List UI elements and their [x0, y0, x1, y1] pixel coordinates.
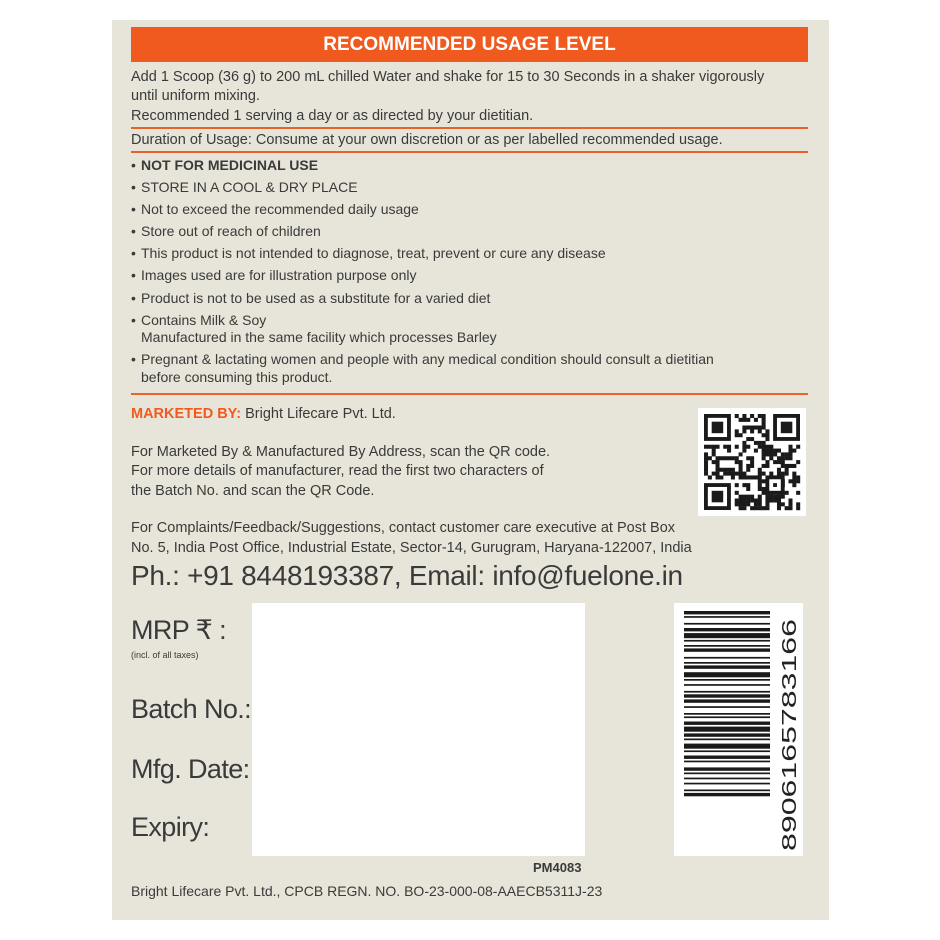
list-item	[131, 201, 811, 219]
bullet-text: Manufactured in the same facility which processes Barley	[141, 329, 497, 346]
bullet-text: Store out of reach of children	[141, 223, 321, 240]
bullet-icon: •	[131, 201, 136, 218]
address-note-2: For more details of manufacturer, read the first two characters of	[131, 463, 544, 479]
bullet-text: STORE IN A COOL & DRY PLACE	[141, 179, 358, 196]
divider	[131, 127, 808, 129]
address-note-3: the Batch No. and scan the QR Code.	[131, 483, 375, 499]
bullet-icon: •	[131, 157, 136, 173]
list-item	[131, 157, 811, 175]
pm-code: PM4083	[533, 860, 582, 875]
bullet-icon: •	[131, 223, 136, 240]
qr-code-image	[698, 408, 806, 516]
bullet-icon: •	[131, 289, 136, 306]
bullet-text: Product is not to be used as a substitute for a varied diet	[141, 289, 491, 306]
list-item	[131, 312, 811, 347]
qr-code[interactable]	[698, 408, 806, 516]
bullet-text: This product is not intended to diagnose, treat, prevent or cure any disease	[141, 245, 606, 262]
list-item	[131, 290, 811, 308]
bullet-icon: •	[131, 267, 136, 284]
mrp-sublabel: (incl. of all taxes)	[131, 650, 199, 660]
address-note-1: For Marketed By & Manufactured By Address, scan the QR code.	[131, 444, 551, 460]
usage-duration: Duration of Usage: Consume at your own discretion or as per labelled recommended usage.	[131, 132, 723, 148]
mrp-label: MRP ₹ :	[131, 615, 226, 645]
bullet-text: Pregnant & lactating women and people with any medical condition should consult a dietitian	[141, 351, 714, 368]
contact-line: Ph.: +91 8448193387, Email: info@fuelone.in	[131, 560, 683, 591]
list-item	[131, 245, 811, 263]
marketed-by-label: MARKETED BY:	[131, 406, 242, 422]
footer-registration: Bright Lifecare Pvt. Ltd., CPCB REGN. NO. BO-23-000-08-AAECB5311J-23	[131, 883, 603, 899]
batch-label: Batch No.:	[131, 694, 252, 724]
bullet-text: NOT FOR MEDICINAL USE	[141, 157, 319, 173]
bullet-text: Contains Milk & Soy	[141, 311, 267, 328]
print-area	[252, 603, 585, 856]
divider	[131, 393, 808, 395]
bullet-icon: •	[131, 179, 136, 196]
usage-line-2: until uniform mixing.	[131, 88, 260, 104]
usage-banner: RECOMMENDED USAGE LEVEL	[131, 27, 808, 62]
bullet-icon: •	[131, 311, 136, 328]
marketed-by	[131, 405, 396, 423]
complaints-1: For Complaints/Feedback/Suggestions, contact customer care executive at Post Box	[131, 520, 676, 536]
barcode	[674, 603, 803, 856]
list-item	[131, 351, 811, 386]
barcode-image	[674, 603, 803, 856]
list-item	[131, 179, 811, 197]
marketed-by-value: Bright Lifecare Pvt. Ltd.	[241, 406, 396, 422]
usage-line-3: Recommended 1 serving a day or as directed by your dietitian.	[131, 108, 534, 124]
bullet-text: Not to exceed the recommended daily usage	[141, 201, 419, 218]
bullet-icon: •	[131, 245, 136, 262]
complaints-2: No. 5, India Post Office, Industrial Estate, Sector-14, Gurugram, Haryana-122007, India	[131, 540, 692, 556]
list-item	[131, 223, 811, 241]
warnings-list	[131, 157, 811, 391]
divider	[131, 151, 808, 153]
barcode-number: 8906165783166	[779, 706, 801, 851]
bullet-text: before consuming this product.	[141, 368, 333, 385]
usage-line-1: Add 1 Scoop (36 g) to 200 mL chilled Water and shake for 15 to 30 Seconds in a shaker vigorously	[131, 69, 765, 85]
bullet-icon: •	[131, 351, 136, 368]
expiry-label: Expiry:	[131, 812, 210, 842]
mfg-date-label: Mfg. Date:	[131, 754, 250, 784]
bullet-text: Images used are for illustration purpose only	[141, 267, 417, 284]
list-item	[131, 267, 811, 285]
